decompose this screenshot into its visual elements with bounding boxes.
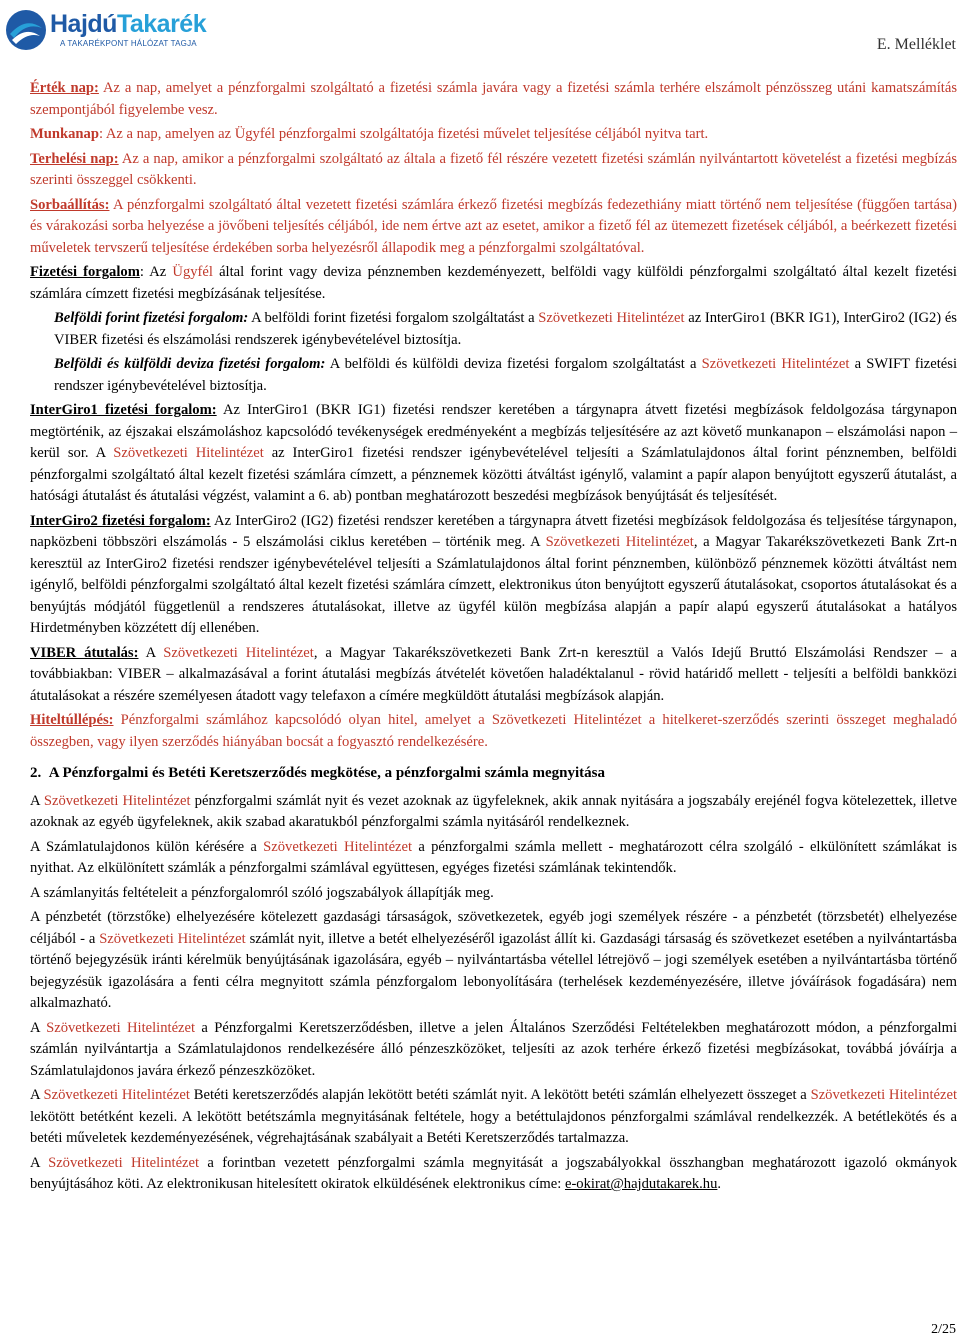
definition-intergiro1: InterGiro1 fizetési forgalom: Az InterGiro1 (BKR IG1) fizetési rendszer keretében a tárgynapra átvett fizetési megbízások feldolgozása tárgynapon megtörténik, az éjszakai elszámoláshoz kapcsolódó tevékenységek eredményeként a megbízás teljesítésére az azt követő munkanapon – elszámolási napon – kerül sor. A Szövetkezeti Hitelintézet az InterGiro1 fizetési rendszer igénybevételével teljesíti a Számlatulajdonos által forint pénznemben, belföldi pénzforgalmi szolgáltató által kezelt fizetési számlára címzett, a pénznemek közötti átváltást igénylő, valamint a papír alapon benyújtott egyszerű átutalást, a hatósági átutalást és átutalási végzést, valamint a 6. ab) pontban meghatározott beszedési megbízások benyújtását és teljesítését. [30,402,957,504]
page-number: 2/25 [931,1322,956,1337]
section-2-paragraph-1: A Szövetkezeti Hitelintézet pénzforgalmi számlát nyit és vezet azoknak az ügyfeleknek, akik annak nyitására a jogszabály erejénél fogva kötelezettek, illetve azoknak az egyéb ügyfeleknek, akik szabad akaratukból pénzforgalmi számla nyitásáról rendelkeznek. [30,792,957,830]
section-2-paragraph-7: A Szövetkezeti Hitelintézet a forintban vezetett pénzforgalmi számla megnyitását a jogszabályokkal összhangban meghatározott igazoló okmányok benyújtásához köti. Az elektronikusan hitelesített okiratok elküldésének elektronikus címe: e-okirat@hajdutakarek.hu. [30,1154,957,1192]
definition-belfoldi-forint: Belföldi forint fizetési forgalom: A belföldi forint fizetési forgalom szolgáltatást a Szövetkezeti Hitelintézet az InterGiro1 (BKR IG1), InterGiro2 (IG2) és VIBER fizetési és elszámolási rendszerek igénybevételével biztosítja. [54,310,957,348]
logo-tagline: A TAKARÉKPONT HÁLÓZAT TAGJA [60,39,197,48]
page-header [0,0,960,60]
section-2-paragraph-4: A pénzbetét (törzstőke) elhelyezésére kötelezett gazdasági társaságok, szövetkezetek, egyéb jogi személyek részére - a pénzbetét (törzsbetét) elhelyezése céljából - a Szövetkezeti Hitelintézet számlát nyit, illetve a betét elhelyezéséről igazolást állít ki. Gazdasági társaság és szövetkezet esetében a nyilvántartásba történő bejegyzésük iránti kérelmük benyújtásának igazolására, egyéb – nyilvántartásba vétellel létrejövő – jogi személyek esetében a nyilvántartásba történő bejegyzésük igazolására a fenti célra megnyitott számla pénzforgalom lebonyolítására (terhelések kezdeményezésére, illetve jóváírások fogadására) nem alkalmazható. [30,909,958,1011]
section-2-paragraph-6: A Szövetkezeti Hitelintézet Betéti keretszerződés alapján lekötött betéti számlát nyit. A lekötött betéti számlán elhelyezett összeget a Szövetkezeti Hitelintézet lekötött betétként kezeli. A lekötött betétszámla megnyitásának feltétele, hogy a betéttulajdonos pénzforgalmi számlával rendelkezzék. A betétlekötés és a betéti műveletek kezdeményezésének, végrehajtásának szabályait a Betéti Keretszerződés tartalmazza. [30,1087,958,1146]
definition-fizetesi-forgalom: Fizetési forgalom: Az Ügyfél által forint vagy deviza pénznemben kezdeményezett, belföldi vagy külföldi pénzforgalmi szolgáltató által kezelt fizetési számlára címzett fizetési megbízásának teljesítése. [30,264,957,302]
definition-intergiro2: InterGiro2 fizetési forgalom: Az InterGiro2 (IG2) fizetési rendszer keretében a tárgynapra átvett fizetési megbízások feldolgozása és teljesítése tárgynapon, napközbeni többszöri elszámolás - 5 elszámolási ciklus keretében – történik meg. A Szövetkezeti Hitelintézet, a Magyar Takarékszövetkezeti Bank Zrt-n keresztül az InterGiro2 fizetési rendszer igénybevételével teljesíti a Számlatulajdonos által forint pénznemben, különböző pénznemek közötti átváltást nem igénylő, belföldi pénzforgalmi szolgáltató által kezelt fizetési számlára címzett, elektronikus úton benyújtott egyszerű átutalásokat, csoportos átutalásokat és a benyújtás módjától függetlenül a rendszeres átutalásokat, illetve az ügyfél külön megbízása alapján a papír alapú egyszerű átutalásokat a hatályos Hirdetményben közzétett díj ellenében. [30,512,958,636]
document-body [30,78,957,1199]
definition-viber: VIBER átutalás: A Szövetkezeti Hitelintézet, a Magyar Takarékszövetkezeti Bank Zrt-n keresztül a Valós Idejű Bruttó Elszámolási Rendszer – a továbbiakban: VIBER – alkalmazásával a forint átutalási megbízás átvételét követően haladéktalanul - rövid határidő mellett - teljesíti a belföldi bankközi átutalásokat a részére személyesen átadott vagy telefaxon a címére megküldött átutalási megbízások alapján. [30,644,957,704]
section-2-heading: 2. A Pénzforgalmi és Betéti Keretszerződés megkötése, a pénzforgalmi számla megnyitása [30,765,605,781]
section-2-paragraph-2: A Számlatulajdonos külön kérésére a Szövetkezeti Hitelintézet a pénzforgalmi számla mellett - meghatározott célra szolgáló - elkülönített számlákat is nyithat. Az elkülönített számlák a pénzforgalmi számlával együttesen, egyéges fizetési számlának tekintendők. [30,838,958,876]
definition-deviza-forgalom: Belföldi és külföldi deviza fizetési forgalom: A belföldi és külföldi deviza fizetési forgalom szolgáltatást a Szövetkezeti Hitelintézet a SWIFT fizetési rendszer igénybevételével biztosítja. [54,356,958,394]
definition-terhelesi-nap: Terhelési nap: Az a nap, amikor a pénzforgalmi szolgáltató az általa a fizető fél részére vezetett fizetési számlán nyilvántartott követelést a fizetési megbízás szerinti összeggel csökkenti. [30,150,958,188]
section-2-paragraph-5: A Szövetkezeti Hitelintézet a Pénzforgalmi Keretszerződésben, illetve a jelen Általános Szerződési Feltételekben meghatározott módon, a pénzforgalmi számlán nyilvántartja a Számlatulajdonos rendelkezésére álló pénzeszközöket, teljesíti az azok terhére érkező fizetési megbízásokat, továbbá jóváírja a Számlatulajdonos javára érkező pénzeszközöket. [30,1019,958,1079]
email-link[interactable]: e-okirat@hajdutakarek.hu [564,1176,718,1192]
definition-sorbaallitas: Sorbaállítás: A pénzforgalmi szolgáltató által vezetett fizetési számlára érkező fizetési megbízás fedezethiány miatt történő nem teljesítése (függően tartása) és várakozási sorba helyezése a jövőbeni teljesítés céljából, ide nem értve azt az esetet, amikor a fizető fél az ütemezett fizetések céljából, a beérkezett fizetési műveletek tervszerű teljesítése érdekében sorba helyezésről állapodik meg a pénzforgalmi szolgáltatóval. [30,196,957,256]
logo-mark-icon [4,8,48,52]
logo-wordmark: HajdúTakarék [50,10,207,38]
section-2-paragraph-3: A számlanyitás feltételeit a pénzforgalomról szóló jogszabályok állapítják meg. [30,884,494,901]
hajdu-takarek-logo [4,8,234,54]
definition-munkanap: Munkanap: Az a nap, amelyen az Ügyfél pénzforgalmi szolgáltatója fizetési művelet teljesítése céljából nyitva tart. [30,126,709,142]
annex-label: E. Melléklet [876,36,956,53]
definition-ertek-nap: Érték nap: Az a nap, amelyet a pénzforgalmi szolgáltató a fizetési számla javára vagy a fizetési számla terhére elszámolt pénzösszeg utáni kamatszámítás szempontjából figyelembe vesz. [30,80,957,118]
definition-hiteltullepes: Hiteltúllépés: Pénzforgalmi számlához kapcsolódó olyan hitel, amelyet a Szövetkezeti Hitelintézet a hitelkeret-szerződés szerinti összeget meghaladó összegben, vagy ilyen szerződés hiányában bocsát a fogyasztó rendelkezésére. [30,712,957,750]
